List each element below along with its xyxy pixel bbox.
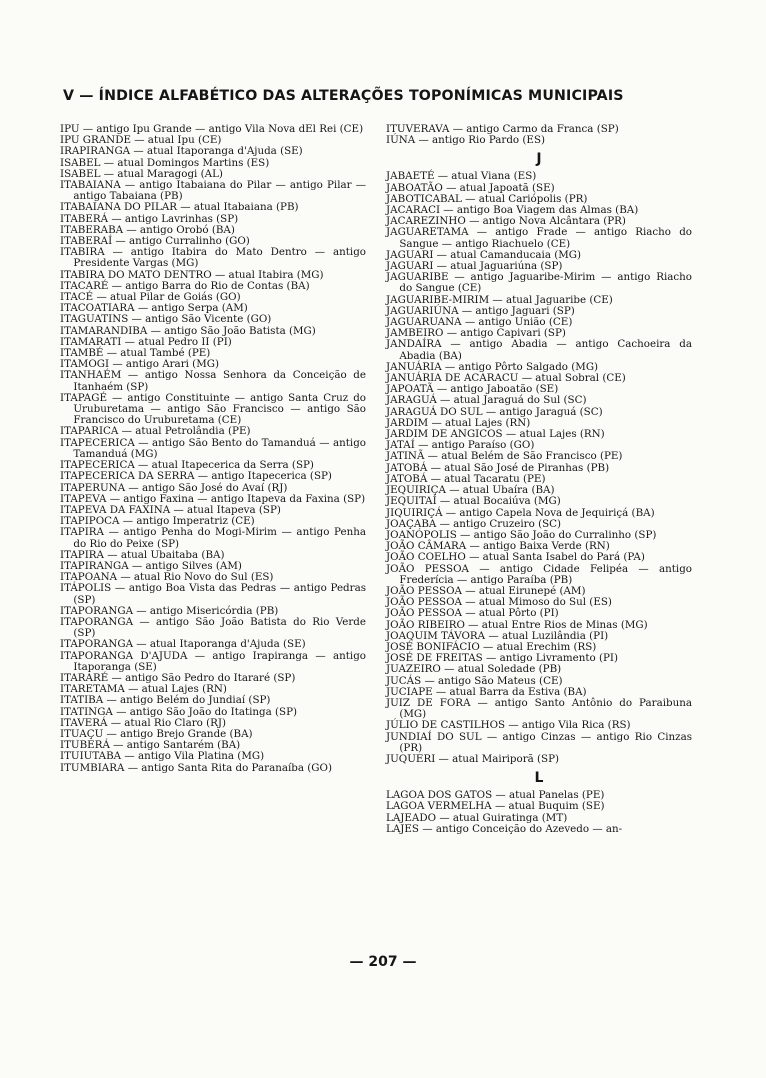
index-entry: ITABAIANA DO PILAR — atual Itabaiana (PB) — [60, 201, 299, 214]
index-entry: ITARETAMA — atual Lajes (RN) — [60, 683, 227, 696]
index-entry: ITAPORANGA — antigo São João Batista do Rio Verde (SP) — [60, 615, 366, 640]
index-entry: JEQUITAÍ — atual Bocaiúva (MG) — [386, 495, 561, 508]
index-entry: ITAMARATI — atual Pedro II (PI) — [60, 335, 232, 348]
index-entry: ITAVERÁ — atual Rio Claro (RJ) — [60, 716, 227, 729]
index-entry: ITAPORANGA D'AJUDA — antigo Irapiranga — antigo Itaporanga (SE) — [60, 649, 366, 673]
index-entry: JÚLIO DE CASTILHOS — antigo Vila Rica (RS) — [386, 719, 631, 732]
index-entry: JAGUARI — atual Camanducaia (MG) — [386, 248, 582, 261]
index-entry: ITABERÁ — antigo Lavrinhas (SP) — [60, 212, 239, 225]
index-entry: ITAPIRANGA — antigo Silves (AM) — [60, 559, 242, 572]
index-entry: JAGUARIÚNA — antigo Jaguari (SP) — [386, 304, 575, 317]
index-entry: ITABERABA — antigo Orobó (BA) — [60, 223, 235, 236]
index-entry: ISABEL — atual Domingos Martins (ES) — [60, 156, 270, 169]
index-entry: ITABIRA — antigo Itabira do Mato Dentro — antigo Presidente Vargas (MG) — [60, 246, 366, 270]
index-entry: ITAMBÉ — atual També (PE) — [60, 347, 211, 360]
index-entry: JOANÓPOLIS — antigo São João do Curralinho (SP) — [386, 528, 657, 541]
index-entry: JARDIM — atual Lajes (RN) — [386, 416, 531, 429]
index-entry: ITAPECERICA — atual Itapecerica da Serra (SP) — [60, 459, 314, 472]
index-entry: ITACARÉ — antigo Barra do Rio de Contas (BA) — [60, 279, 310, 292]
index-entry: JOSÉ DE FREITAS — antigo Livramento (PI) — [386, 652, 618, 665]
index-entry: JATAÍ — antigo Paraíso (GO) — [386, 439, 535, 452]
section-letter: J — [536, 151, 542, 168]
index-entry: ITAPARICA — atual Petrolândia (PE) — [60, 425, 251, 438]
index-entry: ITATINGA — antigo São João do Itatinga (SP) — [60, 705, 298, 718]
index-entry: ITACOATIARA — antigo Serpa (AM) — [60, 302, 248, 315]
index-entry: JUNDIAÍ DO SUL — antigo Cinzas — antigo Rio Cinzas (PR) — [386, 730, 692, 754]
index-entry: JARAGUÁ DO SUL — antigo Jaraguá (SC) — [386, 405, 603, 418]
index-entry: JOAQUIM TÁVORA — atual Luzilândia (PI) — [386, 629, 609, 642]
index-entry: LAJEADO — atual Guiratinga (MT) — [386, 811, 568, 824]
index-entry: JIQUIRIÇÁ — antigo Capela Nova de Jequiriçá (BA) — [386, 506, 655, 519]
index-entry: ITUVERAVA — antigo Carmo da Franca (SP) — [386, 123, 619, 135]
index-entry: JUAZEIRO — atual Soledade (PB) — [386, 663, 562, 676]
index-entry: ITATIBA — antigo Belém do Jundiaí (SP) — [60, 694, 271, 707]
index-entry: ISABEL — atual Maragogi (AL) — [60, 167, 223, 180]
index-entry: JARDIM DE ANGICOS — atual Lajes (RN) — [386, 428, 605, 441]
index-entry: ITAPIPOCA — antigo Imperatriz (CE) — [60, 515, 255, 528]
index-entry: LAJES — antigo Conceição do Azevedo — an- — [386, 822, 623, 835]
index-entry: JABOATÃO — atual Japoatã (SE) — [386, 181, 555, 194]
index-entry: IRAPIRANGA — atual Itaporanga d'Ajuda (SE) — [60, 145, 303, 158]
index-entry: JABAETÉ — atual Viana (ES) — [386, 170, 537, 183]
index-entry: JATOBÁ — atual São José de Piranhas (PB) — [386, 461, 610, 474]
index-entry: JACARACI — antigo Boa Viagem das Almas (BA) — [386, 204, 639, 217]
index-entry: JAGUARIBE — antigo Jaguaribe-Mirim — antigo Riacho do Sangue (CE) — [386, 271, 692, 295]
index-entry: JUCIAPE — atual Barra da Estiva (BA) — [386, 685, 587, 698]
index-entry: JOÃO PESSOA — atual Pôrto (PI) — [386, 607, 559, 620]
index-entry: JANUÁRIA — antigo Pôrto Salgado (MG) — [386, 360, 599, 373]
index-entry: ITÁPOLIS — antigo Boa Vista das Pedras — antigo Pedras (SP) — [60, 582, 366, 606]
index-entry: JOÃO PESSOA — atual Eirunepé (AM) — [386, 584, 586, 597]
index-entry: ITAPEVA — antigo Faxina — antigo Itapeva da Faxina (SP) — [60, 492, 366, 505]
left-column — [60, 124, 366, 774]
index-entry: JAMBEIRO — antigo Capivari (SP) — [386, 327, 566, 340]
index-entry: ITUBERÁ — antigo Santarém (BA) — [60, 739, 241, 752]
index-entry: JAGUARIBE-MIRIM — atual Jaguaribe (CE) — [386, 293, 613, 306]
index-entry: JOÃO CÂMARA — antigo Baixa Verde (RN) — [386, 540, 610, 553]
index-entry: JOÃO COELHO — atual Santa Isabel do Pará (PA) — [386, 551, 645, 564]
index-entry: ITAPEVA DA FAXINA — atual Itapeva (SP) — [60, 503, 281, 516]
index-entry: ITAPOANA — atual Rio Novo do Sul (ES) — [60, 571, 274, 584]
index-entry: LAGOA DOS GATOS — atual Panelas (PE) — [386, 789, 605, 802]
index-entry: ITABIRA DO MATO DENTRO — atual Itabira (MG) — [60, 268, 324, 281]
index-entry: ITAPORANGA — antigo Misericórdia (PB) — [60, 604, 279, 617]
index-entry: ITAPORANGA — atual Itaporanga d'Ajuda (SE) — [60, 638, 306, 651]
page-number: — 207 — — [349, 954, 417, 970]
index-entry: JAGUARETAMA — antigo Frade — antigo Riacho do Sangue — antigo Riachuelo (CE) — [386, 226, 692, 250]
index-entry: ITAPERUNA — antigo São José do Avaí (RJ) — [60, 481, 288, 494]
index-entry: ITAPIRA — antigo Penha do Mogi-Mirim — antigo Penha do Rio do Peixe (SP) — [60, 526, 366, 550]
page-title: V — ÍNDICE ALFABÉTICO DAS ALTERAÇÕES TOPONÍMICAS MUNICIPAIS — [63, 88, 624, 104]
index-entry: ITUMBIARA — antigo Santa Rita do Paranaíba (GO) — [60, 761, 332, 774]
index-entry: JUCÁS — antigo São Mateus (CE) — [386, 674, 563, 687]
index-entry: JANDAÍRA — antigo Abadia — antigo Cachoeira da Abadia (BA) — [386, 338, 692, 362]
index-entry: JEQUIRIÇA — atual Ubaíra (BA) — [386, 484, 555, 497]
index-entry: ITAGUATINS — antigo São Vicente (GO) — [60, 313, 272, 326]
index-entry: JARAGUÁ — atual Jaraguá do Sul (SC) — [386, 394, 587, 407]
index-entry: JANUÁRIA DE ACARACU — atual Sobral (CE) — [386, 372, 626, 385]
index-entry: ITAPECERICA DA SERRA — antigo Itapecerica (SP) — [60, 470, 332, 483]
index-entry: ITARARÉ — antigo São Pedro do Itararé (SP) — [60, 671, 296, 684]
index-entry: ITABAIANA — antigo Itabaiana do Pilar — antigo Pilar — antigo Tabaiana (PB) — [60, 179, 366, 203]
index-entry: ITANHAÉM — antigo Nossa Senhora da Conceição de Itanhaém (SP) — [60, 369, 366, 393]
index-entry: ITABERAÍ — antigo Curralinho (GO) — [60, 235, 250, 248]
index-entry: ITAPIRA — atual Ubaitaba (BA) — [60, 548, 225, 561]
index-entry: JOÃO RIBEIRO — atual Entre Rios de Minas (MG) — [386, 618, 648, 631]
index-entry: IPU — antigo Ipu Grande — antigo Vila Nova dEl Rei (CE) — [60, 123, 364, 135]
index-entry: ITACÉ — atual Pilar de Goiás (GO) — [60, 291, 241, 304]
index-entry: ITAPECERICA — antigo São Bento do Tamanduá — antigo Tamanduá (MG) — [60, 436, 366, 460]
index-entry: JOÃO PESSOA — antigo Cidade Felipéa — antigo Frederícia — antigo Paraíba (PB) — [386, 562, 692, 586]
index-entry: JOÃO PESSOA — atual Mimoso do Sul (ES) — [386, 596, 612, 609]
index-entry: JATINÃ — atual Belém de São Francisco (PE) — [386, 450, 623, 463]
index-entry: LAGOA VERMELHA — atual Buquim (SE) — [386, 800, 605, 813]
index-entry: JAGUARUANA — antigo União (CE) — [386, 316, 573, 329]
index-entry: ITAMARANDIBA — antigo São João Batista (MG) — [60, 324, 316, 337]
index-entry: ITAMOGI — antigo Arari (MG) — [60, 358, 219, 371]
index-entry: ITAPAGÉ — antigo Constituinte — antigo Santa Cruz do Uruburetama — antigo São Francisco — antigo São Francisco do Uruburetama (CE) — [60, 391, 366, 427]
index-entry: IÚNA — antigo Rio Pardo (ES) — [386, 134, 546, 147]
index-entry: JOSÉ BONIFÁCIO — atual Erechim (RS) — [386, 640, 597, 653]
index-entry: JABOTICABAL — atual Cariópolis (PR) — [386, 192, 588, 205]
index-entry: JAGUARI — atual Jaguariúna (SP) — [386, 260, 563, 273]
index-entry: JOAÇABA — antigo Cruzeiro (SC) — [386, 517, 562, 530]
index-entry: ITUAÇU — antigo Brejo Grande (BA) — [60, 727, 253, 740]
right-column — [386, 124, 692, 835]
index-entry: JACAREZINHO — antigo Nova Alcântara (PR) — [386, 215, 626, 228]
index-entry: ITUIUTABA — antigo Vila Platina (MG) — [60, 750, 265, 763]
index-entry: JAPOATÃ — antigo Jaboatão (SE) — [386, 383, 559, 396]
index-entry: JUIZ DE FORA — antigo Santo Antônio do Paraibuna (MG) — [386, 696, 692, 721]
index-entry: JATOBÁ — atual Tacaratu (PE) — [386, 472, 546, 485]
section-letter: L — [534, 770, 544, 787]
index-entry: IPU GRANDE — atual Ipu (CE) — [60, 134, 222, 147]
index-entry: JUQUERI — atual Mairiporã (SP) — [386, 752, 560, 765]
